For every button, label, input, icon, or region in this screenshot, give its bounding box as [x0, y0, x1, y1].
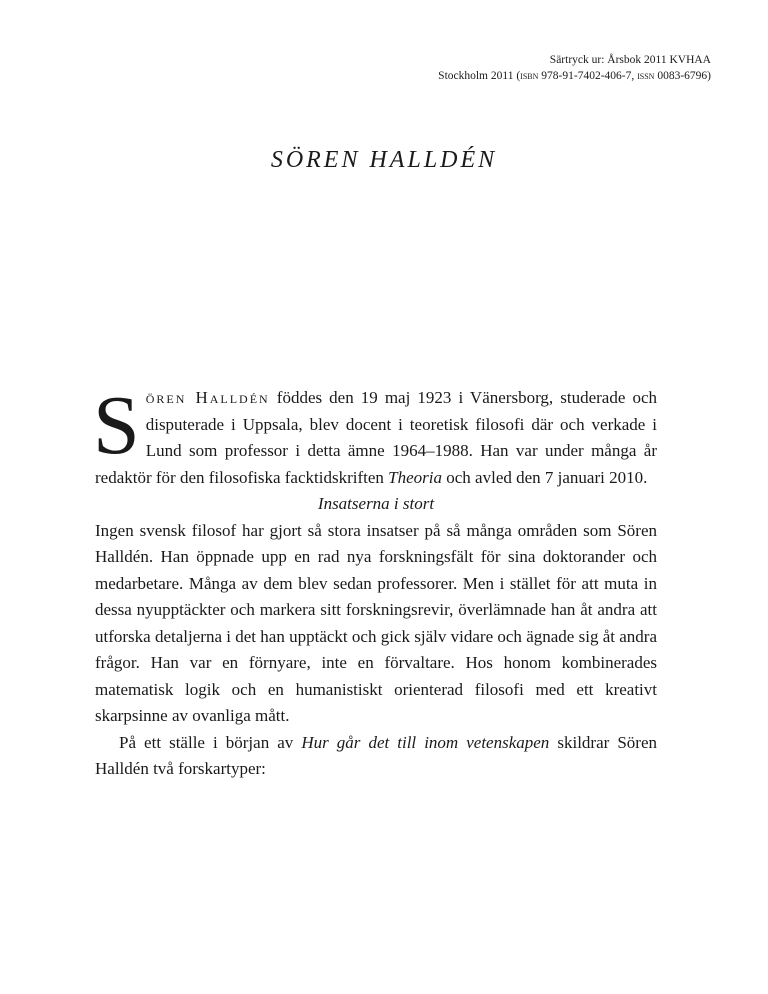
journal-title: Theoria	[388, 467, 442, 487]
issn-number: 0083-6796)	[654, 70, 711, 82]
para2-text-pre: På ett ställe i början av	[119, 732, 302, 752]
isbn-label: isbn	[520, 70, 539, 82]
publication-place-year: Stockholm 2011 (	[438, 70, 521, 82]
article-body	[93, 379, 657, 783]
book-title: Hur går det till inom vetenskapen	[301, 732, 550, 752]
offprint-source-line: Särtryck ur: Årsbok 2011 KVHAA	[549, 54, 711, 66]
offprint-header	[438, 52, 711, 84]
section-paragraph-1: Ingen svensk filosof har gjort så stora insatser på så många områden som Sören Halldén. Han öppnade upp en rad nya forskningsfält för sina doktorander och medarbetare. Många av dem blev sedan professorer. Men i stället för att muta in dessa nyupptäckter och markera sitt forskningsrevir, överlämnade han åt andra att utforska detaljerna i det han upptäckt och gick själv vidare och ägnade sig åt andra frågor. Han var en förnyare, inte en förvaltare. Hos honom kombinerades matematisk logik och en humanistiskt orienterad filosofi med ett kreativt skarpsinne av ovanliga mått.	[95, 520, 657, 725]
issn-label: issn	[637, 70, 655, 82]
section-heading: Insatserna i stort	[317, 494, 435, 513]
intro-text-1: föddes den 19 maj 1923 i Vänersborg, studerade och disputerade i Uppsala, blev docent i teoretisk filosofi där och verkade i Lund som professor i detta ämne 1964–1988. Han var under många år redaktör för den filosofiska facktidskriften	[95, 388, 657, 487]
para2-text-post: skildrar Sören Halldén två forskartyper:	[95, 732, 657, 778]
offprint-publication-line	[438, 68, 711, 84]
lead-in-name: ören Halldén	[145, 388, 270, 407]
section-paragraph-2	[95, 730, 657, 783]
intro-text-2: och avled den 7 januari 2010.	[442, 467, 648, 487]
intro-paragraph	[93, 379, 657, 491]
article-title: SÖREN HALLDÉN	[270, 147, 498, 173]
drop-cap: S	[93, 379, 140, 472]
isbn-number: 978-91-7402-406-7,	[538, 70, 638, 82]
